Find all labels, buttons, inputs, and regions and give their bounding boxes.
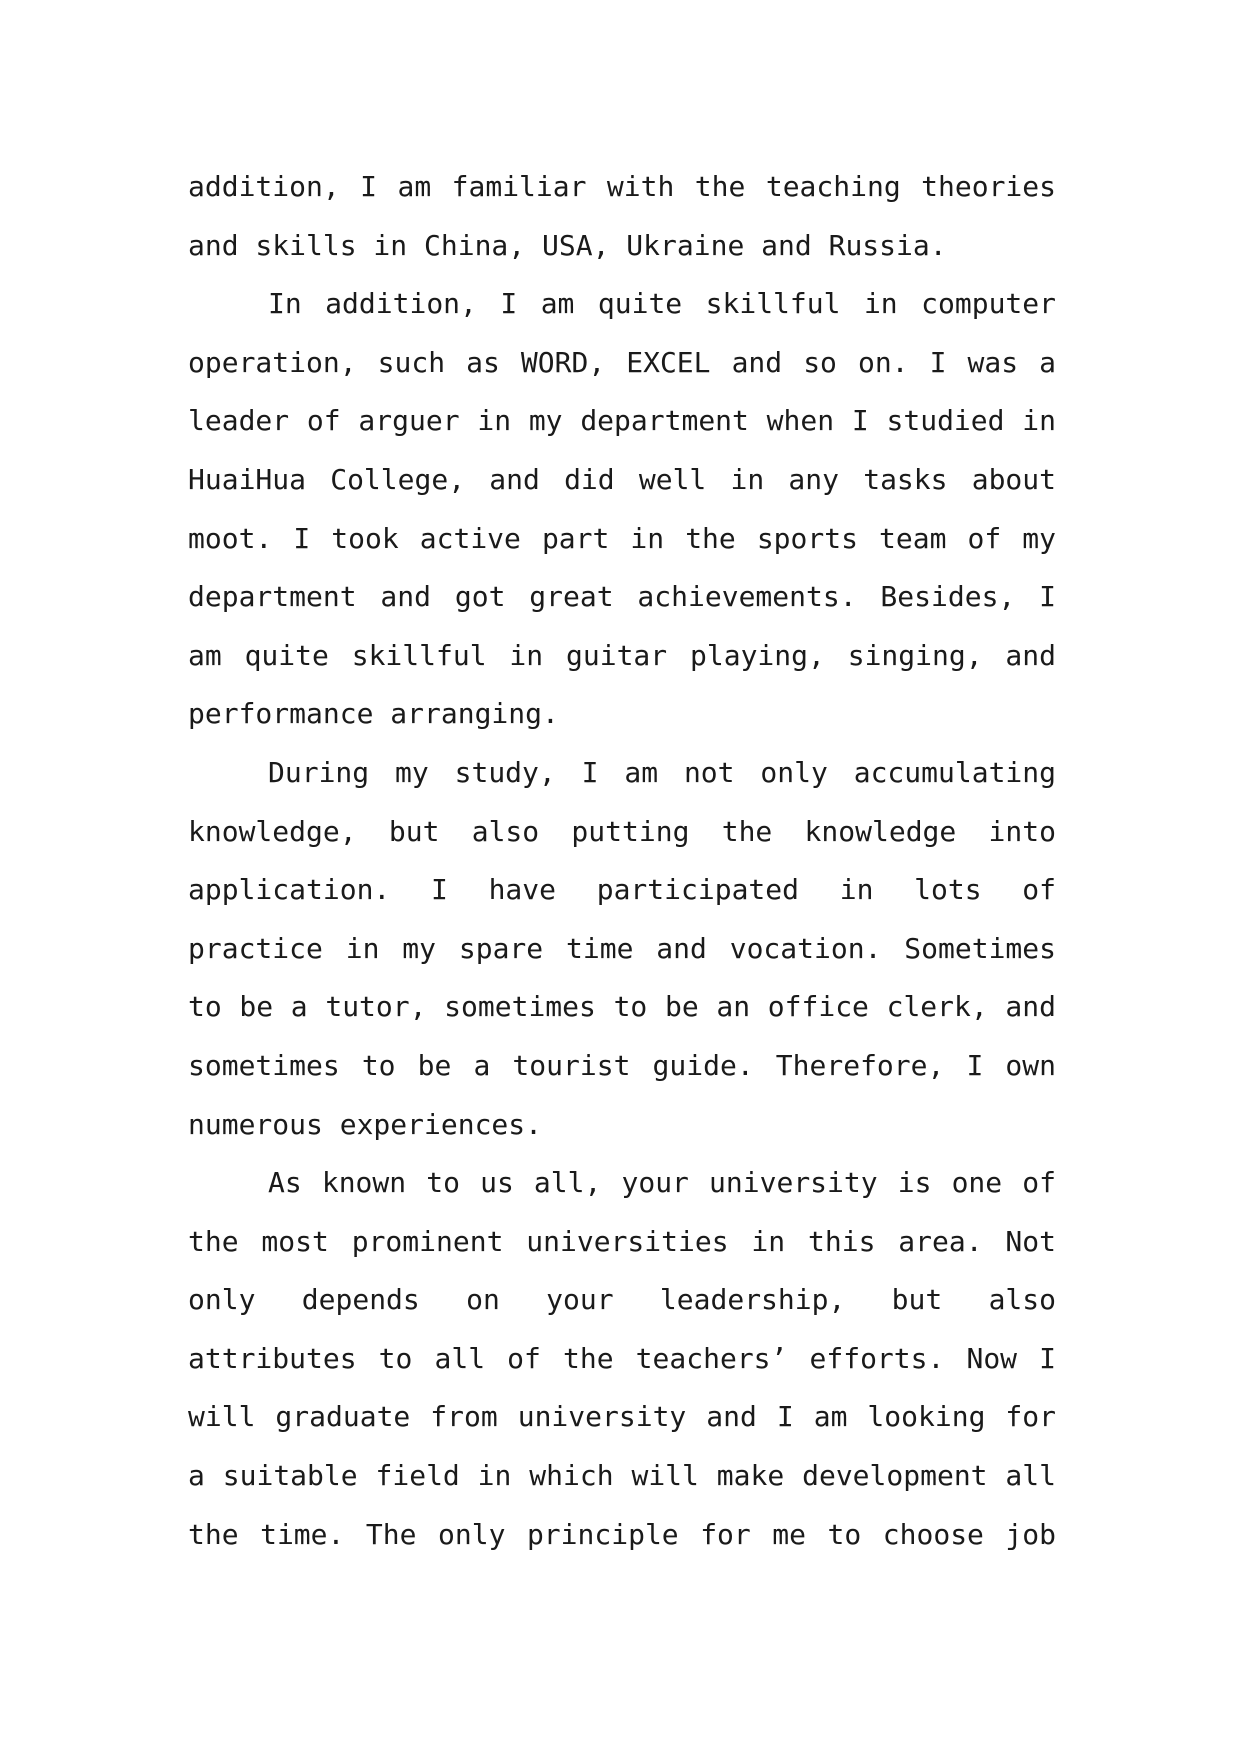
text-line: to be a tutor, sometimes to be an office clerk, and (188, 990, 1056, 1024)
text-line: During my study, I am not only accumulating (268, 755, 1056, 789)
paragraph-4 (188, 1154, 1056, 1564)
paragraph-2 (188, 275, 1056, 744)
text-line: a suitable field in which will make development all (188, 1459, 1056, 1493)
text-line: the most prominent universities in this area. Not (188, 1224, 1056, 1258)
text-line: will graduate from university and I am looking for (188, 1400, 1056, 1434)
text-line: attributes to all of the teachers’ efforts. Now I (188, 1341, 1056, 1375)
text-line: am quite skillful in guitar playing, singing, and (188, 638, 1056, 672)
text-line: knowledge, but also putting the knowledge into (188, 814, 1056, 848)
text-line: HuaiHua College, and did well in any tasks about (188, 462, 1056, 496)
text-line: operation, such as WORD, EXCEL and so on. I was a (188, 345, 1056, 379)
document-body (188, 158, 1056, 1564)
text-line: application. I have participated in lots of (188, 873, 1056, 907)
text-line: moot. I took active part in the sports team of my (188, 521, 1056, 555)
text-line: only depends on your leadership, but also (188, 1283, 1056, 1317)
text-line: performance arranging. (188, 697, 559, 731)
text-line: In addition, I am quite skillful in computer (268, 287, 1056, 321)
paragraph-1 (188, 158, 1056, 275)
paragraph-3 (188, 744, 1056, 1154)
text-line: leader of arguer in my department when I studied in (188, 404, 1056, 438)
text-line: sometimes to be a tourist guide. Therefore, I own (188, 1048, 1056, 1082)
text-line: the time. The only principle for me to choose job (188, 1517, 1056, 1551)
text-line: numerous experiences. (188, 1107, 543, 1141)
text-line: As known to us all, your university is one of (268, 1166, 1056, 1200)
text-line: practice in my spare time and vocation. Sometimes (188, 931, 1056, 965)
text-line: department and got great achievements. Besides, I (188, 580, 1056, 614)
text-line: addition, I am familiar with the teaching theories (188, 170, 1056, 203)
text-line: and skills in China, USA, Ukraine and Russia. (188, 228, 947, 262)
